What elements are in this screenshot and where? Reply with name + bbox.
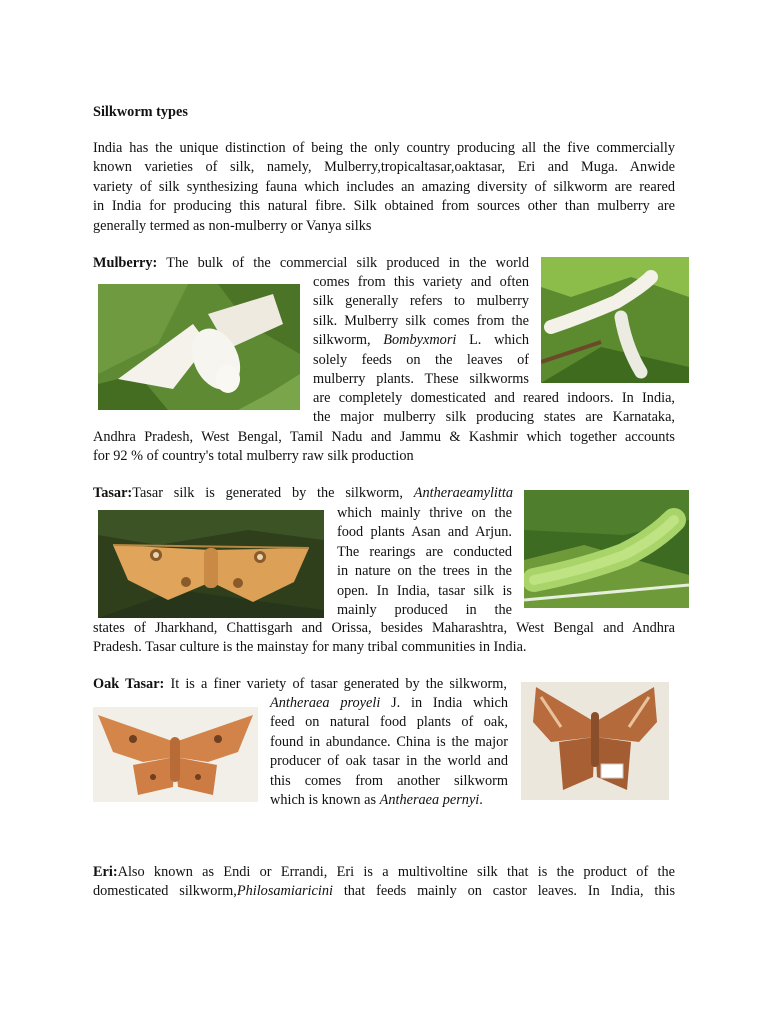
tasar-line: Pradesh. Tasar culture is the mainstay for many tribal communities in India.	[93, 639, 527, 656]
tasar-line: open. In India, tasar silk is	[337, 582, 512, 599]
tasar-line: states of Jharkhand, Chattisgarh and Orissa, besides Maharashtra, West Bengal and Andhra	[93, 620, 675, 636]
mulberry-line: the major mulberry silk producing states are Karnataka,	[313, 409, 675, 426]
page-title: Silkworm types	[93, 104, 188, 120]
mulberry-line: Andhra Pradesh, West Bengal, Tamil Nadu and Jammu & Kashmir which together accounts	[93, 429, 675, 445]
eri-paragraph	[93, 863, 675, 902]
oak-line: feed on natural food plants of oak,	[270, 714, 508, 731]
mulberry-line: solely feeds on the leaves of	[313, 351, 529, 368]
mulberry-line: silk generally refers to mulberry	[313, 293, 529, 310]
scientific-name: Bombyxmori	[383, 332, 457, 349]
intro-line: generally termed as non-mulberry or Vanya silks	[93, 217, 372, 234]
oak-line: found in abundance. China is the major	[270, 733, 508, 750]
oak-line: this comes from another silkworm	[270, 772, 508, 789]
tasar-full-text	[93, 619, 675, 658]
mulberry-line: comes from this variety and often	[313, 274, 529, 290]
intro-line: in India for producing this natural fibre. Silk obtained from sources other than mulberry are	[93, 198, 675, 215]
tasar-line: which mainly thrive on the	[337, 505, 512, 521]
oak-line: producer of oak tasar in the world and	[270, 753, 508, 770]
mulberry-heading: Mulberry:	[93, 255, 158, 271]
scientific-name: Antheraea pernyi	[379, 792, 480, 809]
mulberry-full-text	[93, 428, 675, 467]
oak-tasar-specimen-image	[521, 682, 669, 800]
oak-line: which is known as Antheraea pernyi.	[270, 792, 483, 809]
mulberry-line: for 92 % of country's total mulberry raw silk production	[93, 448, 414, 465]
mulberry-line: mulberry plants. These silkworms	[313, 371, 529, 388]
tasar-first-line: Tasar:Tasar silk is generated by the silkworm, Antheraeamylitta	[93, 485, 513, 501]
eri-heading: Eri:	[93, 864, 118, 880]
mulberry-moth-image	[98, 284, 300, 410]
mulberry-first-line	[93, 254, 529, 273]
oak-heading: Oak Tasar:	[93, 676, 165, 692]
tasar-line: food plants Asan and Arjun.	[337, 524, 512, 541]
mulberry-wrap-text	[313, 273, 529, 389]
tasar-wrap-text	[337, 504, 512, 620]
scientific-name: Antheraea proyeli	[270, 695, 381, 711]
intro-line: variety of silk synthesizing fauna which includes an amazing diversity of silkworm are reared	[93, 178, 675, 195]
tasar-line: mainly produced in the	[337, 602, 512, 619]
intro-line: known varieties of silk, namely, Mulberry,tropicaltasar,oaktasar, Eri and Muga. Anwide	[93, 159, 675, 176]
tasar-heading: Tasar:	[93, 485, 133, 501]
tasar-larva-image	[524, 490, 689, 608]
mulberry-line: silkworm, Bombyxmori L. which	[313, 332, 530, 349]
oak-line: Antheraea proyeli J. in India which	[270, 695, 508, 711]
intro-paragraph	[93, 139, 675, 236]
mulberry-wide-text	[313, 389, 675, 428]
eri-line: domesticated silkworm,Philosamiaricini that feeds mainly on castor leaves. In India, this	[93, 883, 676, 900]
tasar-line: The rearings are conducted	[337, 543, 512, 560]
mulberry-larva-image	[541, 257, 689, 383]
oak-tasar-moth-image	[93, 707, 258, 802]
mulberry-line: are completely domesticated and reared indoors. In India,	[313, 390, 675, 406]
scientific-name: Antheraeamylitta	[413, 485, 513, 501]
scientific-name: Philosamiaricini	[236, 883, 333, 900]
oak-wrap-text	[270, 694, 508, 810]
intro-line: India has the unique distinction of being the only country producing all the five commercially	[93, 140, 675, 156]
tasar-moth-image	[98, 510, 324, 618]
oak-first-line: Oak Tasar: It is a finer variety of tasar generated by the silkworm,	[93, 676, 507, 692]
tasar-line: in nature on the trees in the	[337, 563, 512, 580]
mulberry-text: The bulk of the commercial silk produced in the world	[166, 255, 529, 271]
eri-line: Eri:Also known as Endi or Errandi, Eri is a multivoltine silk that is the product of the	[93, 864, 675, 880]
mulberry-line: silk. Mulberry silk comes from the	[313, 312, 529, 329]
